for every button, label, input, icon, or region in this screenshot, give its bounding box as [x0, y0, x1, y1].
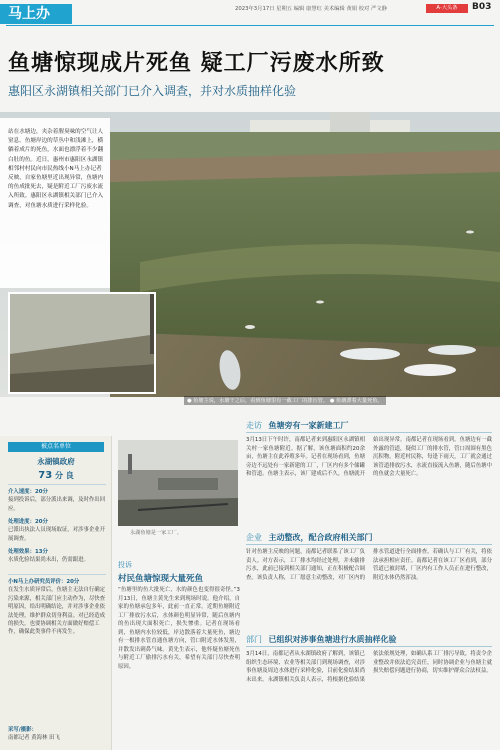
mid-section-body: “鱼塘里的鱼大批死亡，水的颜色也变得很奇怪。”3月13日，鱼塘主黄先生来到现场时说。他介绍，自家的鱼塘承包多年，此前一直正常。近期鱼塘附近工厂排放污水后，水体颜色明显异常，随后鱼塘内的鱼出现大面积死亡，损失惨重。记者在现场看到，鱼塘内水位较低，岸边散落着大量死鱼，塘边有一根排水管直通鱼塘方向，管口附近水体发黑，并散发出刺鼻气味。黄先生表示，他怀疑鱼塘死鱼与附近工厂偷排污水有关，希望有关部门尽快查明原因。	[118, 587, 240, 670]
section-enterprise-body: 针对鱼塘主反映的问题，南都记者联系了该工厂负责人。对方表示，工厂排水均经过处理，并未偷排污水，此前已接到相关部门通知，正在积极配合调查。该负责人称，工厂愿意主动整改，对厂区内的排水管道进行全面排查，若确认与工厂有关，将依法承担相应责任。南都记者在该工厂区看到，部分管道已被封堵，厂区内有工作人员正在进行整改，附近水体仍然浑浊。	[246, 549, 492, 581]
score-block-effect	[8, 548, 106, 565]
lead-paragraph: 站在水塘边，夹杂着腥臭味的空气让人窒息。鱼塘岸边的草丛中和浅滩上，横躺着成片的死鱼，水面也漂浮着不少翻白肚的鱼。近日，惠州市惠阳区永湖镇相邻村村民向市民热线小N马上办记者反映，自家鱼塘里近出现异常，鱼塘内的鱼成批死去，疑是附近工厂污废水流入所致。惠阳区永湖镇相关部门已介入调查，对鱼塘水质进行采样化验。	[8, 129, 104, 209]
section-title: 鱼塘旁有一家新建工厂	[268, 421, 349, 430]
header-divider	[6, 25, 494, 26]
reporter-names: 南都记者 黄海林 田飞	[8, 735, 60, 742]
score-text: 水质化验结果尚未出，仍需跟进。	[8, 557, 89, 564]
rating-sidebar	[0, 436, 112, 750]
score-grade: 分 良	[54, 471, 74, 480]
score-block-review	[8, 578, 106, 637]
divider	[246, 544, 492, 545]
main-photo-caption: ● 鱼塘主说，水塘干之后，看到鱼塘里有一截工厂的排污管。 ● 鱼塘漂着大量死鱼。	[184, 396, 386, 405]
section-department-body: 3月14日，南都记者从永湖镇政府了解到，该镇已组织生态环境、农业等相关部门到现场调查，对涉事鱼塘及周边水体进行采样化验，目前化验结果尚未出来。永湖镇相关负责人表示，将根据化验结果依法依规处理，如确认系工厂排污导致，将责令企业整改并依法追究责任，同时协调企业与鱼塘主就损失赔偿问题进行协商，切实维护群众合法权益。	[246, 651, 492, 683]
subheadline: 惠阳区永湖镇相关部门已介入调查，并对水质抽样化验	[8, 84, 297, 98]
score-text: 接到投诉后，部分派出来调，及时作出回应。	[8, 497, 106, 512]
page-number: B03	[472, 2, 492, 12]
section-kicker: 部门	[246, 635, 262, 644]
factory-photo-caption: 永湖鱼塘是一家工厂。	[130, 530, 182, 536]
mid-kicker: 投诉	[118, 561, 132, 569]
score-text: 在发生水质异常后，鱼塘主无法自行确定污染来源，相关部门应主动作为，尽快查明原因，给出明确结论，并对涉事企业依法处理，维护群众切身利益。对已经造成的损失，也要协调相关方面做好赔偿工作，确保此类事件不再发生。	[8, 587, 106, 636]
score-label: 介入速度：20分	[8, 489, 48, 495]
score-label: 处理效果：13分	[8, 549, 48, 555]
divider	[8, 484, 106, 485]
score-block-intervention	[8, 488, 106, 513]
score-block-progress	[8, 518, 106, 543]
reporter-credit	[8, 726, 106, 743]
section-badge: A·大头条	[426, 4, 468, 13]
factory-photo	[118, 440, 238, 526]
score-label: 处理进度：20分	[8, 519, 48, 525]
section-title: 主动整改，配合政府相关部门	[268, 533, 373, 542]
inset-photo-pond-owner	[8, 292, 156, 394]
divider	[8, 574, 106, 575]
divider	[246, 432, 492, 433]
section-department-heading	[246, 634, 397, 645]
section-tab: 马上办	[0, 4, 72, 24]
rated-unit-name: 永湖镇政府	[37, 457, 75, 466]
score-number: 73	[38, 470, 53, 481]
section-enterprise-heading	[246, 532, 373, 543]
section-kicker: 企业	[246, 533, 262, 542]
rated-unit-tag: 被点名单位	[8, 442, 104, 452]
section-kicker: 走访	[246, 421, 262, 430]
score-text: 已派出执法人员现场取证，对涉事企业开展调查。	[8, 527, 106, 542]
headline: 鱼塘惊现成片死鱼 疑工厂污废水所致	[8, 51, 385, 76]
section-visit-body: 3月13日下午时许，南都记者来到惠阳区永湖镇相关村一家鱼塘附近。据了解，该鱼塘面积约20余亩，鱼塘主在此养殖多年。记者在现场看到，鱼塘旁边不远处有一家新建的工厂，厂区内有多个储罐和管道。鱼塘主表示，该厂建成后不久，鱼塘就开始出现异常。南都记者在现场看到，鱼塘边有一截外露的管道，疑似工厂的排水管，管口周围有黑色沉积物。附近村民称，每逢下雨天，工厂就会通过该管道排放污水，水流直接流入鱼塘，随后鱼塘中的鱼就会大量死亡。	[246, 437, 492, 477]
section-visit-heading	[246, 420, 349, 431]
page-header	[0, 0, 500, 26]
reporter-label: 采写/摄影：	[8, 727, 37, 733]
lead-paragraph-box	[0, 118, 110, 288]
overall-score	[0, 470, 112, 481]
mid-section-title: 村民鱼塘惊现大量死鱼	[118, 574, 204, 584]
divider	[246, 646, 492, 647]
header-meta: 2023年3月17日 星期五 编辑 康慧红 美术编辑 黄娟 校对 严文静	[235, 6, 387, 12]
section-title: 已组织对涉事鱼塘进行水质抽样化验	[268, 635, 397, 644]
score-label: 小N马上办研究员评价：20分	[8, 579, 80, 585]
